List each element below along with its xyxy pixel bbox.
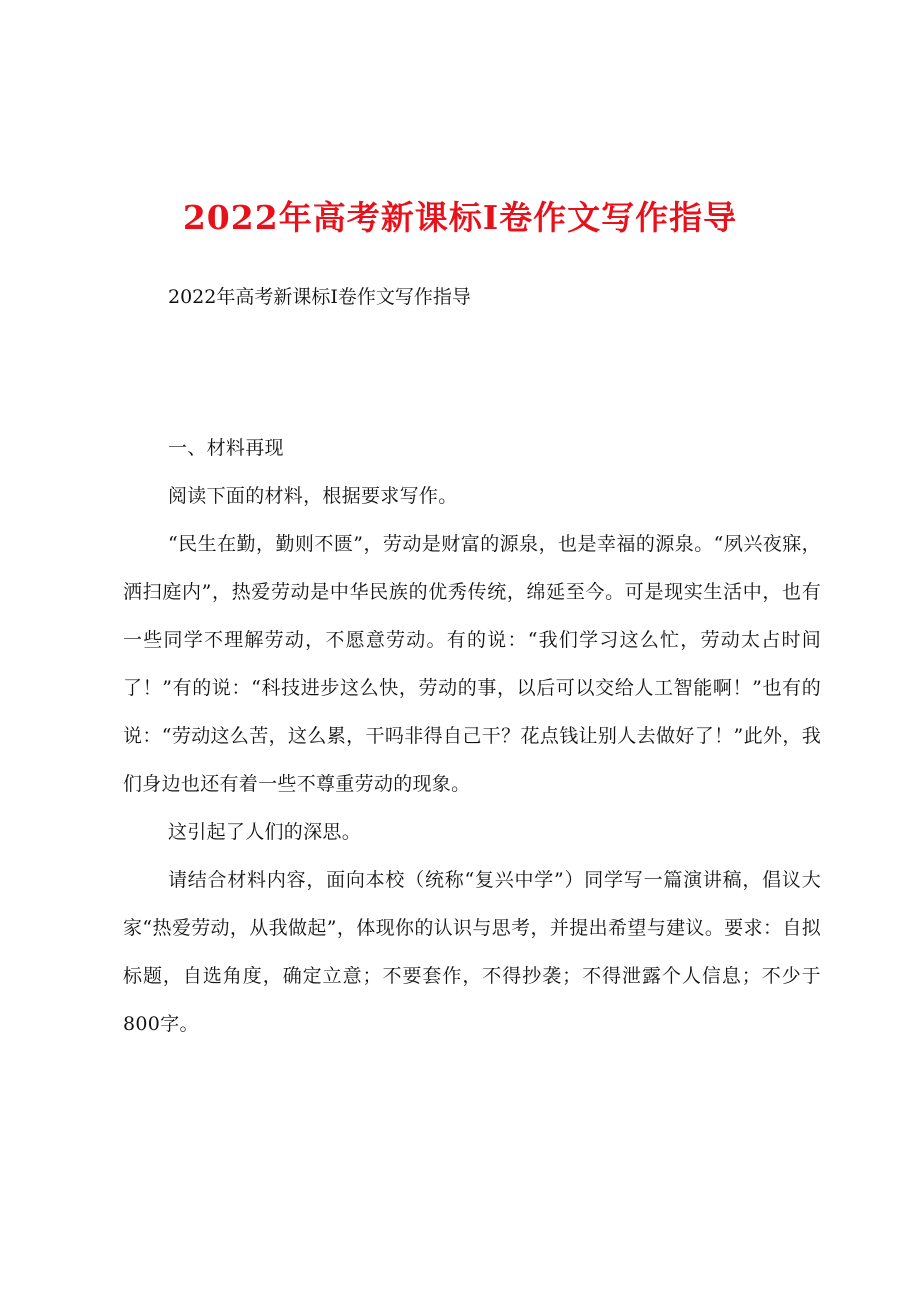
paragraph-material: “民生在勤，勤则不匮”，劳动是财富的源泉，也是幸福的源泉。“夙兴夜寐，洒扫庭内”，热爱劳动是中华民族的优秀传统，绵延至今。可是现实生活中，也有一些同学不理解劳动，不愿意劳动。有的说：“我们学习这么忙，劳动太占时间了！”有的说：“科技进步这么快，劳动的事，以后可以交给人工智能啊！”也有的说：“劳动这么苦，这么累，干吗非得自己干？花点钱让别人去做好了！”此外，我们身边也还有着一些不尊重劳动的现象。 bbox=[123, 533, 821, 795]
document-body bbox=[123, 424, 821, 1048]
paragraph-requirements: 请结合材料内容，面向本校（统称“复兴中学”）同学写一篇演讲稿，倡议大家“热爱劳动，从我做起”，体现你的认识与思考，并提出希望与建议。要求：自拟标题，自选角度，确定立意；不要套作，不得抄袭；不得泄露个人信息；不少于800字。 bbox=[123, 869, 821, 1035]
document-subtitle: 2022年高考新课标Ⅰ卷作文写作指导 bbox=[168, 286, 471, 308]
paragraph-instruction: 阅读下面的材料，根据要求写作。 bbox=[168, 485, 458, 507]
paragraph-reflection: 这引起了人们的深思。 bbox=[168, 821, 362, 843]
section-heading: 一、材料再现 bbox=[168, 437, 284, 459]
document-title: 2022年高考新课标Ⅰ卷作文写作指导 bbox=[182, 198, 738, 237]
